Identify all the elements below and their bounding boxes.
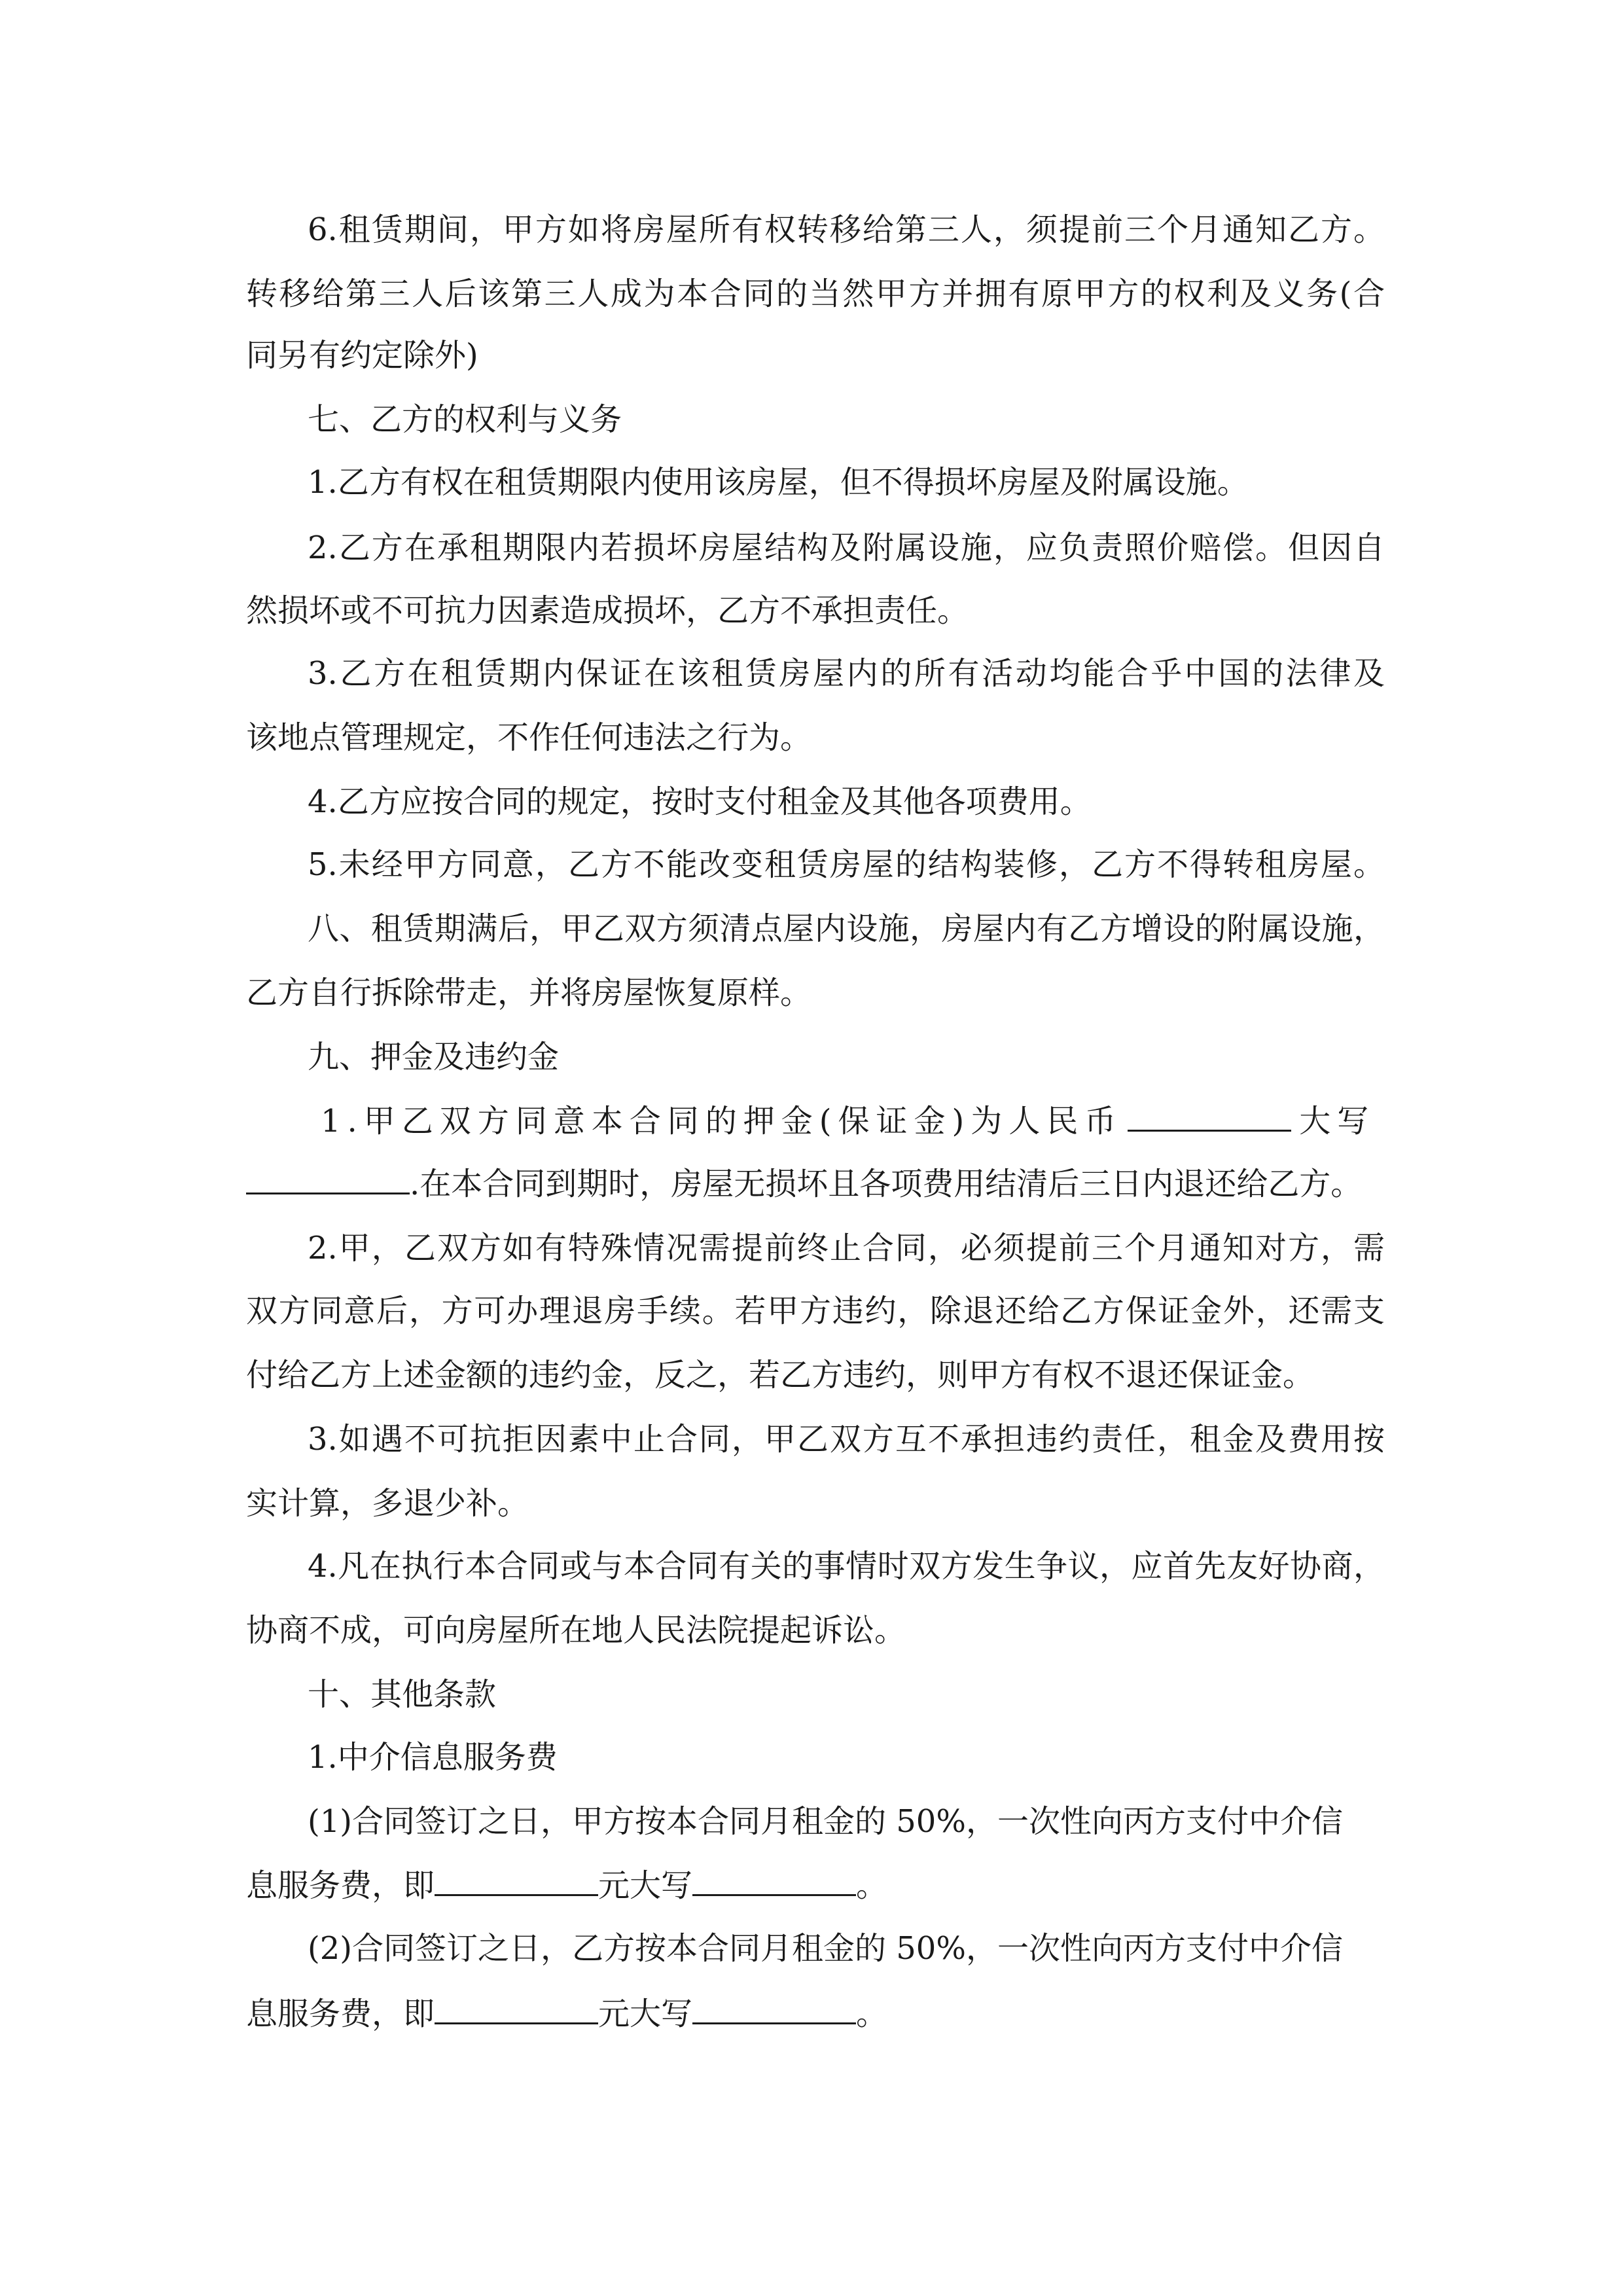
deposit-text: 1.甲乙双方同意本合同的押金(保证金)为人民币 xyxy=(321,1103,1123,1139)
section-9-item-2-line-3: 付给乙方上述金额的违约金，反之，若乙方违约，则甲方有权不退还保证金。 xyxy=(246,1357,1315,1393)
fee-item-1-line-1: (1)合同签订之日，甲方按本合同月租金的 50%，一次性向丙方支付中介信 xyxy=(308,1803,1343,1840)
section-7-item-2-line-1: 2.乙方在承租期限内若损坏房屋结构及附属设施，应负责照价赔偿。但因自 xyxy=(308,529,1385,566)
fee-item-2-line-1: (2)合同签订之日，乙方按本合同月租金的 50%，一次性向丙方支付中介信 xyxy=(308,1930,1343,1967)
fee-2-label: 息服务费，即 xyxy=(246,1996,435,2032)
fee-2-amount-blank xyxy=(435,1994,598,2024)
section-8-line-1: 八、租赁期满后，甲乙双方须清点屋内设施，房屋内有乙方增设的附属设施， xyxy=(308,910,1385,947)
fee-item-1-line-2 xyxy=(246,1865,1385,1906)
clause-6-line-1: 6.租赁期间，甲方如将房屋所有权转移给第三人，须提前三个月通知乙方。 xyxy=(308,211,1385,248)
clause-6-line-3: 同另有约定除外) xyxy=(246,337,478,374)
section-9-heading: 九、押金及违约金 xyxy=(308,1039,560,1075)
fee-item-2-line-2 xyxy=(246,1994,1385,2034)
section-9-item-2-line-1: 2.甲，乙双方如有特殊情况需提前终止合同，必须提前三个月通知对方，需 xyxy=(308,1230,1385,1266)
clause-6-line-2: 转移给第三人后该第三人成为本合同的当然甲方并拥有原甲方的权利及义务(合 xyxy=(246,276,1385,312)
fee-1-end-mark: 。 xyxy=(856,1867,888,1904)
deposit-capital-label: 大写 xyxy=(1299,1103,1376,1139)
fee-2-end-mark: 。 xyxy=(856,1996,888,2032)
fee-1-label: 息服务费，即 xyxy=(246,1867,435,1904)
fee-1-capital-label: 元大写 xyxy=(598,1867,693,1904)
fee-2-capital-blank xyxy=(692,1994,856,2024)
section-10-heading: 十、其他条款 xyxy=(308,1676,497,1713)
section-7-item-1: 1.乙方有权在租赁期限内使用该房屋，但不得损坏房屋及附属设施。 xyxy=(308,464,1249,501)
section-7-item-5: 5.未经甲方同意，乙方不能改变租赁房屋的结构装修，乙方不得转租房屋。 xyxy=(308,846,1385,883)
section-9-item-4-line-1: 4.凡在执行本合同或与本合同有关的事情时双方发生争议，应首先友好协商， xyxy=(308,1548,1385,1585)
deposit-capital-blank xyxy=(246,1164,410,1194)
section-9-item-1-line-1 xyxy=(321,1101,1385,1141)
section-10-item-1-heading: 1.中介信息服务费 xyxy=(308,1739,558,1776)
fee-1-capital-blank xyxy=(692,1865,856,1896)
section-9-item-3-line-1: 3.如遇不可抗拒因素中止合同，甲乙双方互不承担违约责任，租金及费用按 xyxy=(308,1421,1385,1458)
section-7-item-3-line-1: 3.乙方在租赁期内保证在该租赁房屋内的所有活动均能合乎中国的法律及 xyxy=(308,655,1385,692)
section-7-item-3-line-2: 该地点管理规定，不作任何违法之行为。 xyxy=(246,719,812,756)
fee-1-amount-blank xyxy=(435,1865,598,1896)
section-7-item-4: 4.乙方应按合同的规定，按时支付租金及其他各项费用。 xyxy=(308,783,1092,820)
section-9-item-4-line-2: 协商不成，可向房屋所在地人民法院提起诉讼。 xyxy=(246,1612,906,1649)
section-8-line-2: 乙方自行拆除带走，并将房屋恢复原样。 xyxy=(246,975,812,1011)
section-7-heading: 七、乙方的权利与义务 xyxy=(308,401,622,438)
section-9-item-2-line-2: 双方同意后，方可办理退房手续。若甲方违约，除退还给乙方保证金外，还需支 xyxy=(246,1293,1385,1329)
section-9-item-3-line-2: 实计算，多退少补。 xyxy=(246,1485,529,1522)
fee-2-capital-label: 元大写 xyxy=(598,1996,693,2032)
section-7-item-2-line-2: 然损坏或不可抗力因素造成损坏，乙方不承担责任。 xyxy=(246,592,969,629)
section-9-item-1-line-2 xyxy=(246,1164,1385,1204)
deposit-amount-blank xyxy=(1128,1101,1291,1132)
deposit-refund-text: .在本合同到期时，房屋无损坏且各项费用结清后三日内退还给乙方。 xyxy=(410,1166,1363,1202)
